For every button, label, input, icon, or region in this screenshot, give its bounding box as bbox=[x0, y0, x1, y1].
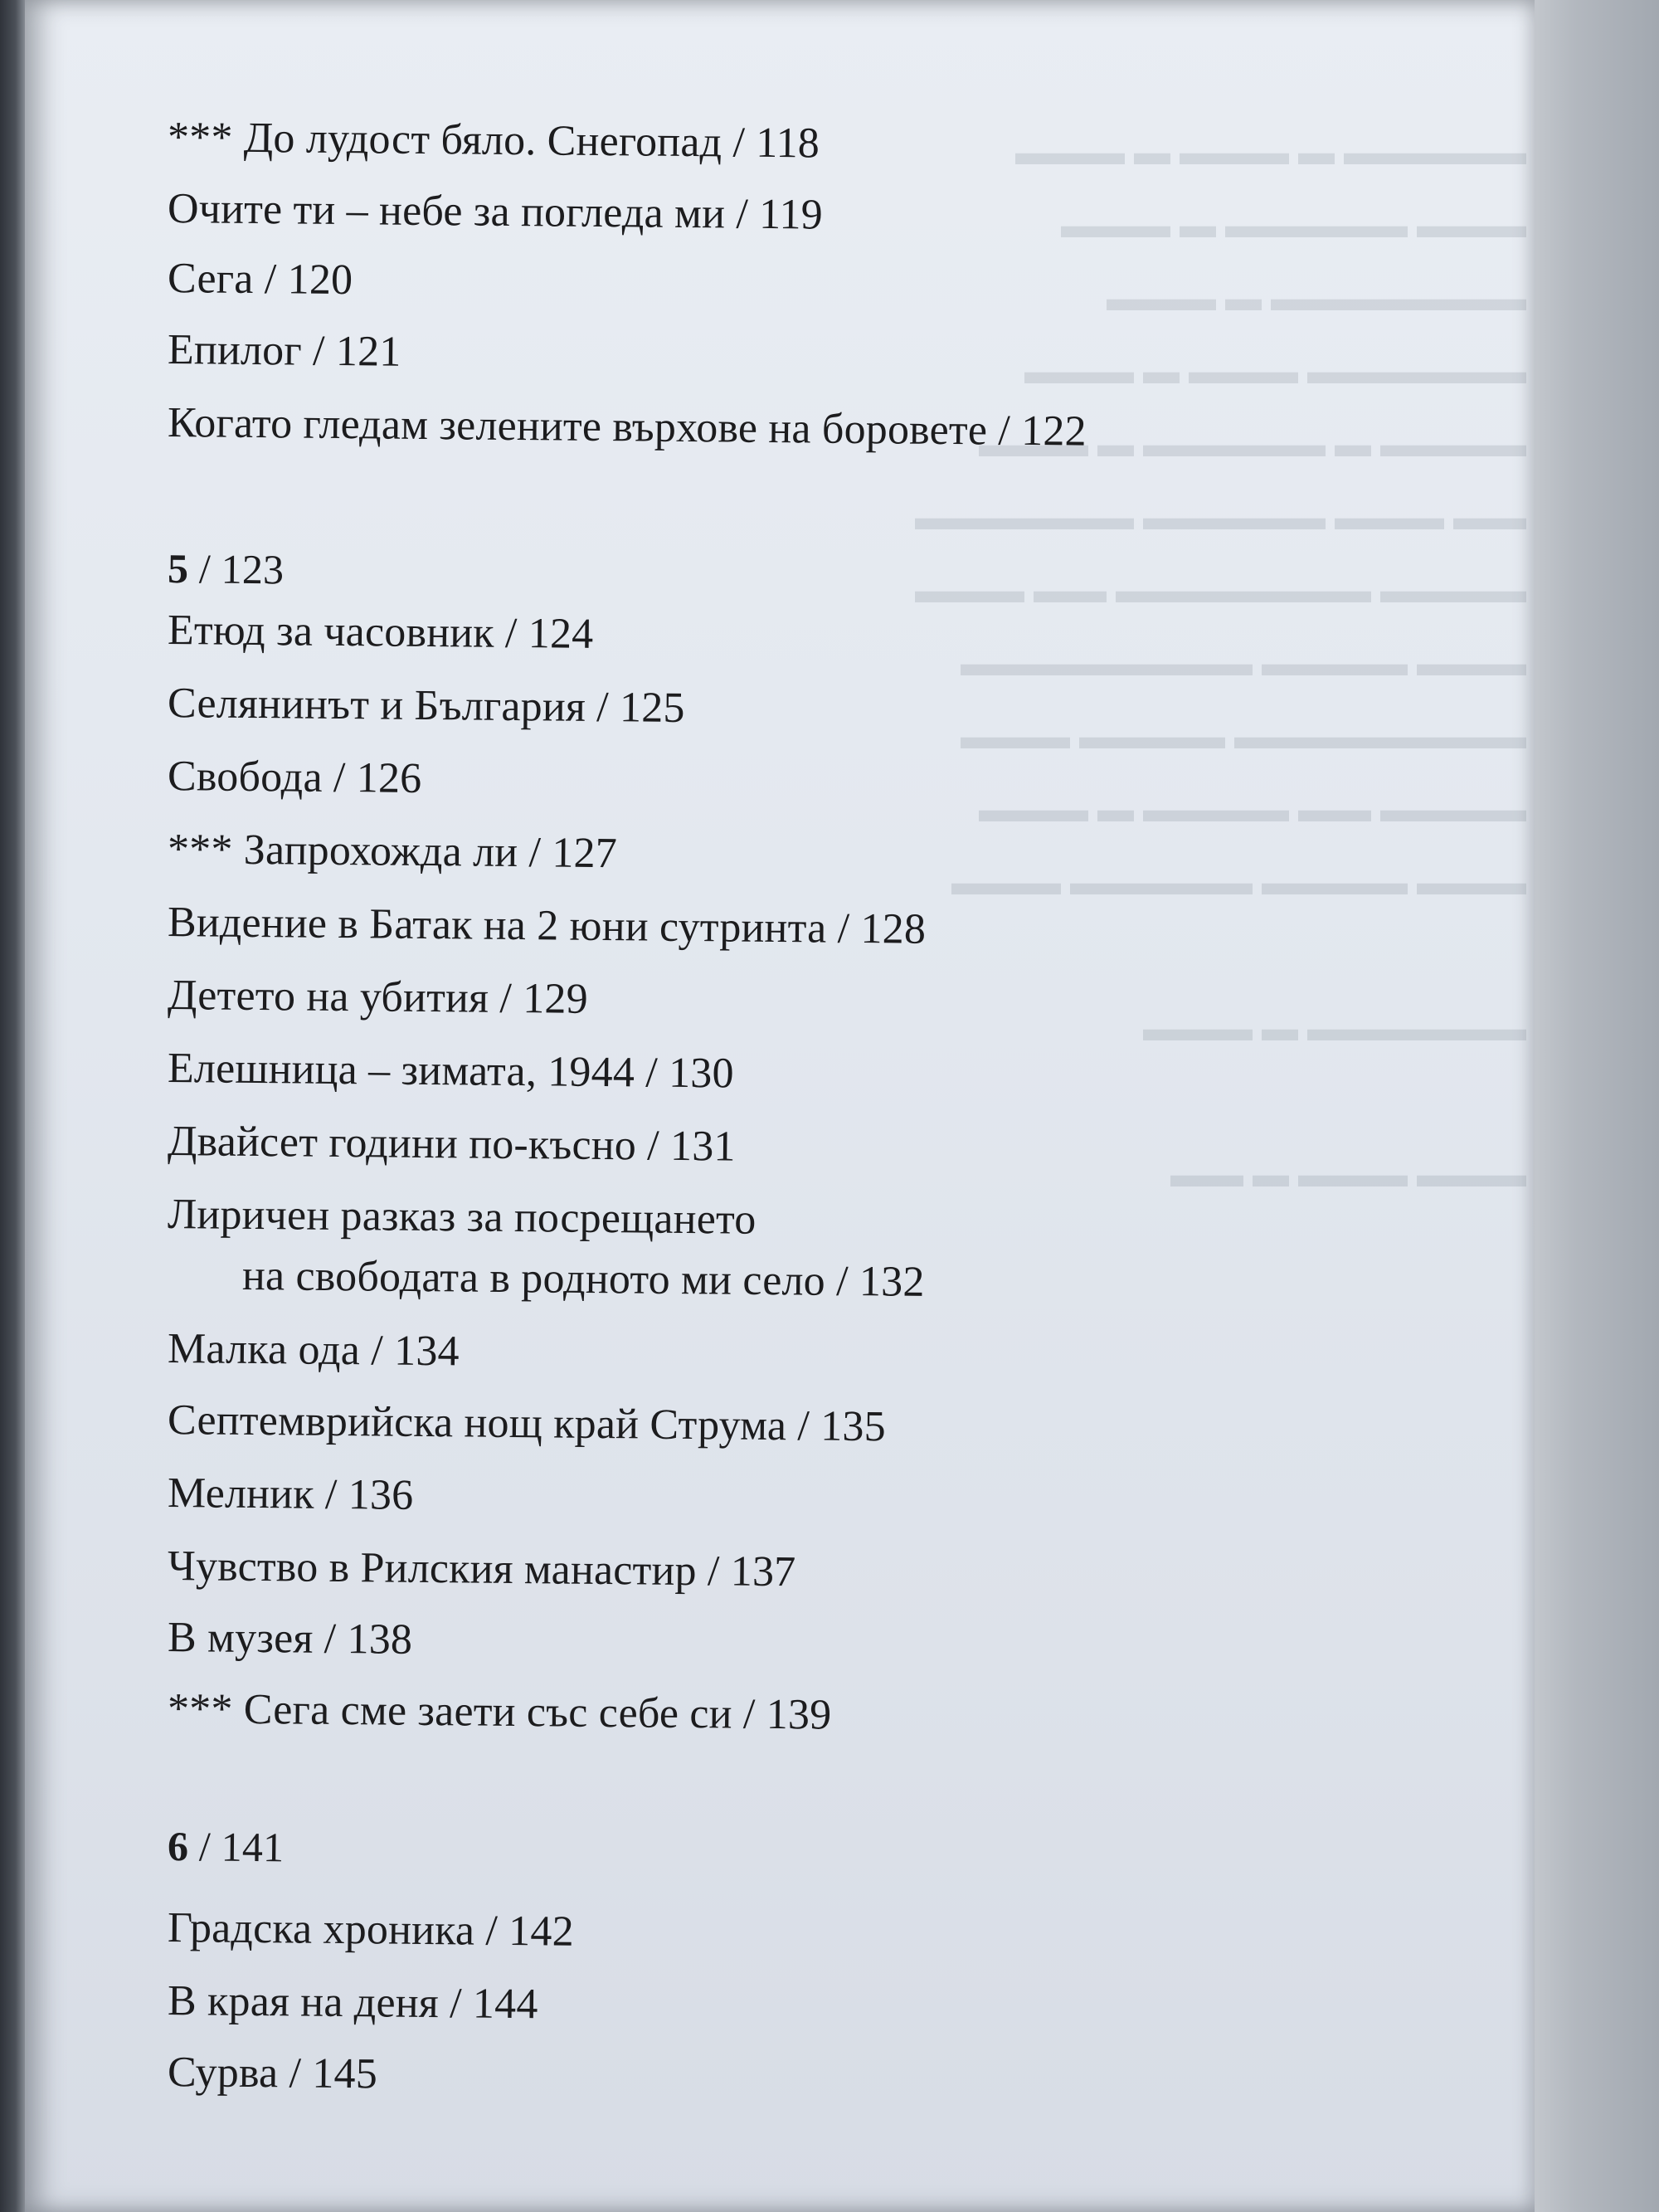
toc-entry: Чувство в Рилския манастир / 137 bbox=[167, 1542, 796, 1596]
toc-entry: Лиричен разказ за посрещането bbox=[167, 1191, 757, 1244]
toc-entry: *** Сега сме заети със себе си / 139 bbox=[167, 1685, 832, 1739]
section-number: 5 bbox=[167, 545, 189, 592]
bleed-through-texture: ▬▬▬▬▬ ▬ ▬▬▬ ▬ ▬▬▬ ▬▬▬ ▬▬▬▬▬ ▬ ▬▬▬ ▬▬▬▬▬▬▬ ▬ ▬▬▬ ▬▬▬▬▬▬ ▬▬▬ ▬ ▬▬▬ ▬▬▬▬ ▬ ▬▬▬▬▬ ▬ ▬▬▬ ▬▬ ▬▬▬ ▬▬▬▬▬ ▬▬▬▬▬▬ ▬▬▬▬ ▬▬▬▬▬▬▬ ▬▬ ▬▬▬ ▬▬▬ ▬▬▬▬ ▬▬▬▬▬▬▬▬ ▬▬▬▬▬▬▬▬ ▬▬▬▬ ▬▬▬ ▬▬▬▬ ▬▬ ▬▬▬▬ ▬ ▬▬▬ ▬▬▬ ▬▬▬▬ ▬▬▬▬▬ ▬▬▬ ▬▬▬▬▬▬ ▬ ▬▬▬ ▬▬▬ ▬▬▬ ▬ ▬▬ bbox=[915, 132, 1526, 1195]
toc-entry: Детето на убития / 129 bbox=[167, 972, 589, 1023]
toc-entry: *** Запрохожда ли / 127 bbox=[167, 826, 618, 878]
section-page: / 141 bbox=[187, 1823, 285, 1871]
toc-entry: Селянинът и България / 125 bbox=[167, 680, 685, 732]
toc-entry: Очите ти – небе за погледа ми / 119 bbox=[167, 185, 824, 239]
table-of-contents bbox=[25, 0, 1535, 2212]
background-surface bbox=[1518, 0, 1659, 2212]
section-number: 6 bbox=[167, 1823, 189, 1870]
toc-entry: В края на деня / 144 bbox=[167, 1977, 538, 2029]
toc-entry: Когато гледам зелените върхове на боровете / 122 bbox=[167, 399, 1087, 456]
toc-entry: Сега / 120 bbox=[167, 255, 353, 305]
section-page: / 123 bbox=[187, 545, 285, 593]
toc-entry: Елешница – зимата, 1944 / 130 bbox=[167, 1045, 734, 1098]
toc-entry: Малка ода / 134 bbox=[167, 1325, 460, 1376]
toc-entry: Сурва / 145 bbox=[167, 2049, 378, 2098]
toc-entry-continuation: на свободата в родното ми село / 132 bbox=[241, 1252, 925, 1306]
toc-entry: Видение в Батак на 2 юни сутринта / 128 bbox=[167, 899, 927, 953]
toc-entry: *** До лудост бяло. Снегопад / 118 bbox=[167, 114, 820, 168]
book-page bbox=[25, 0, 1535, 2212]
section-heading-6 bbox=[168, 1822, 285, 1871]
section-heading-5 bbox=[168, 544, 285, 593]
toc-entry: Свобода / 126 bbox=[167, 753, 422, 802]
toc-entry: Етюд за часовник / 124 bbox=[167, 607, 594, 658]
toc-entry: Епилог / 121 bbox=[167, 326, 401, 376]
toc-entry: В музея / 138 bbox=[167, 1614, 413, 1664]
book-spine bbox=[0, 0, 28, 2212]
toc-entry: Септемврийска нощ край Струма / 135 bbox=[167, 1396, 887, 1451]
toc-entry: Мелник / 136 bbox=[167, 1469, 414, 1519]
toc-entry: Двайсет години по-късно / 131 bbox=[167, 1118, 736, 1171]
toc-entry: Градска хроника / 142 bbox=[167, 1904, 575, 1956]
